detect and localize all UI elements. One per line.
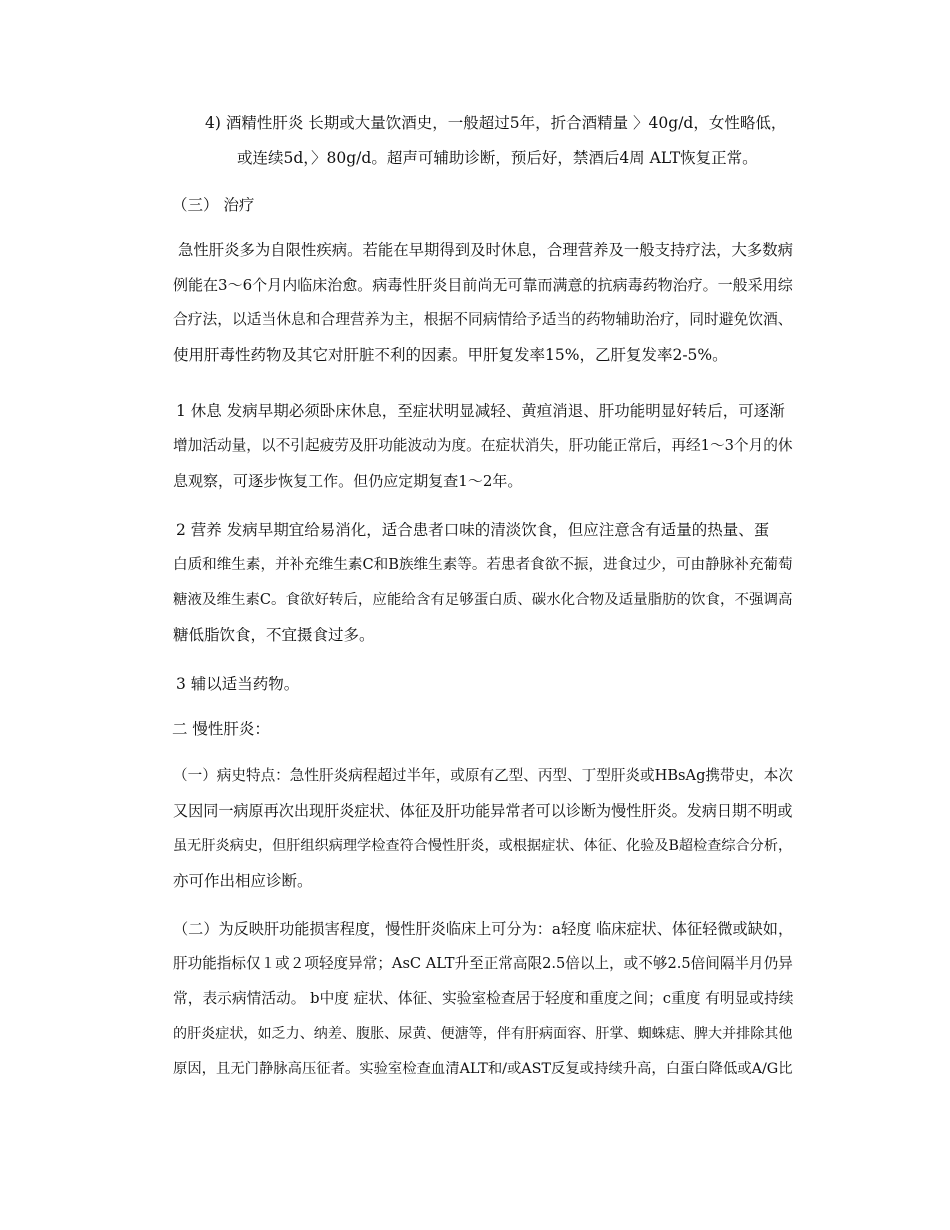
- text-line: 1 休息 发病早期必须卧床休息，至症状明显减轻、黄疸消退、肝功能明显好转后，可逐渐: [176, 402, 785, 420]
- text-line: 的肝炎症状，如乏力、纳差、腹胀、尿黄、便溏等，伴有肝病面容、肝掌、蜘蛛痣、脾大并排除其他: [173, 1026, 793, 1042]
- text-line: 3 辅以适当药物。: [176, 675, 300, 693]
- text-line: 合疗法，以适当休息和合理营养为主，根据不同病情给予适当的药物辅助治疗，同时避免饮酒、: [173, 311, 793, 328]
- text-line: 急性肝炎多为自限性疾病。若能在早期得到及时休息，合理营养及一般支持疗法，大多数病: [178, 241, 793, 259]
- text-line: 虽无肝炎病史，但肝组织病理学检查符合慢性肝炎，或根据症状、体征、化验及B超检查综合分析，: [173, 838, 793, 854]
- text-line: 糖液及维生素C。食欲好转后，应能给含有足够蛋白质、碳水化合物及适量脂肪的饮食，不强调高: [173, 592, 793, 608]
- text-line: 息观察，可逐步恢复工作。但仍应定期复查1～2年。: [173, 472, 523, 490]
- text-line: 肝功能指标仅１或２项轻度异常；AsC ALT升至正常高限2.5倍以上，或不够2.5倍间隔半月仍异: [173, 955, 793, 972]
- text-line: 又因同一病原再次出现肝炎症状、体征及肝功能异常者可以诊断为慢性肝炎。发病日期不明或: [173, 802, 793, 820]
- text-line: （二）为反映肝功能损害程度，慢性肝炎临床上可分为：a轻度 临床症状、体征轻微或缺如，: [173, 920, 794, 938]
- text-line: 原因，且无门静脉高压征者。实验室检查血清ALT和/或AST反复或持续升高，白蛋白降低或A/G比: [173, 1061, 793, 1077]
- text-line: 白质和维生素，并补充维生素C和B族维生素等。若患者食欲不振，进食过少，可由静脉补充葡萄: [173, 556, 793, 573]
- text-line: 增加活动量，以不引起疲劳及肝功能波动为度。在症状消失，肝功能正常后，再经1～3个月的休: [173, 437, 793, 454]
- text-line: 2 营养 发病早期宜给易消化，适合患者口味的清淡饮食，但应注意含有适量的热量、蛋: [176, 521, 770, 539]
- text-line: 糖低脂饮食，不宜摄食过多。: [173, 626, 375, 644]
- text-line: 常，表示病情活动。 b中度 症状、体征、实验室检查居于轻度和重度之间；c重度 有明显或持续: [173, 990, 794, 1007]
- text-line: 或连续5d，〉80g/d。超声可辅助诊断，预后好，禁酒后4周 ALT恢复正常。: [237, 149, 758, 167]
- section-heading: （三） 治疗: [172, 196, 255, 214]
- text-line: 例能在3～6个月内临床治愈。病毒性肝炎目前尚无可靠而满意的抗病毒药物治疗。一般采用综: [173, 276, 793, 294]
- text-line: 亦可作出相应诊断。: [173, 872, 313, 890]
- text-line: （一）病史特点：急性肝炎病程超过半年，或原有乙型、丙型、丁型肝炎或HBsAg携带史，本次: [173, 767, 793, 784]
- text-line: 使用肝毒性药物及其它对肝脏不利的因素。甲肝复发率15%，乙肝复发率2-5%。: [173, 346, 728, 364]
- section-heading: 二 慢性肝炎：: [172, 720, 270, 738]
- text-line: 4) 酒精性肝炎 长期或大量饮酒史，一般超过5年，折合酒精量 〉40g/d，女性略低，: [205, 114, 787, 132]
